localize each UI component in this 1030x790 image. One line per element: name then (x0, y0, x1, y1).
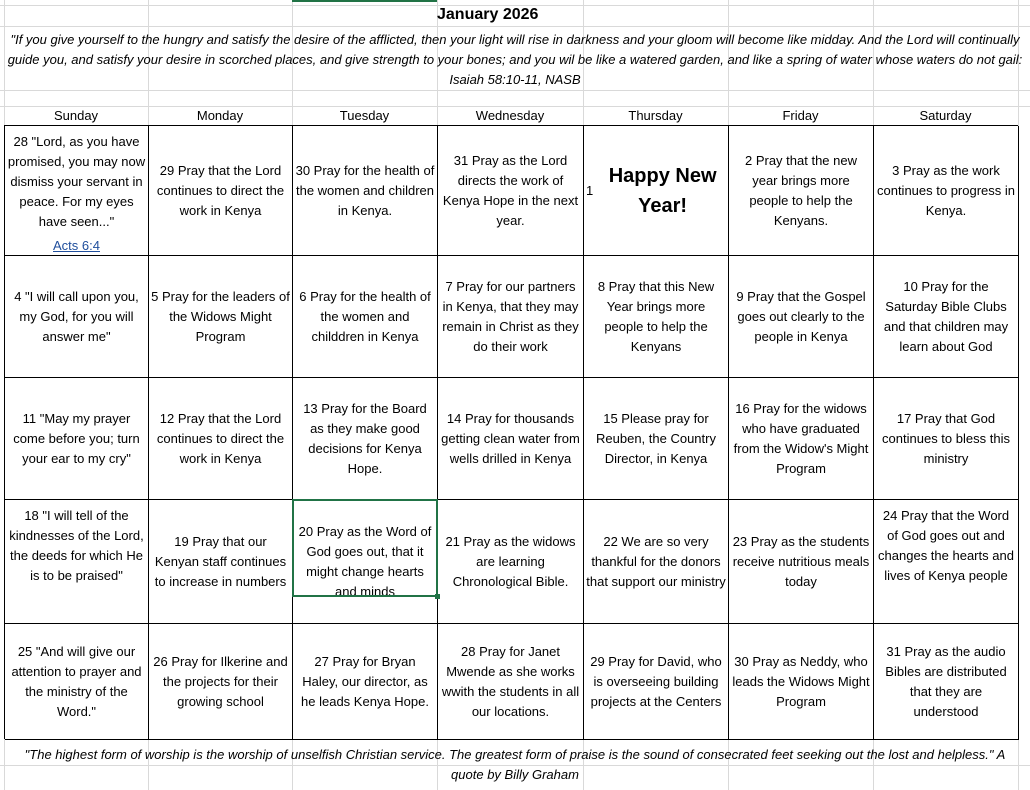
calendar-cell[interactable] (729, 256, 874, 378)
calendar-cell[interactable] (584, 378, 729, 500)
day-header-wednesday: Wednesday (475, 108, 545, 123)
cell-text: 16 Pray for the widows who have graduated from the Widow's Might Program (733, 400, 869, 476)
cell-text: 11 "May my prayer come before you; turn your ear to my cry" (13, 410, 140, 466)
calendar-cell-new-year[interactable] (584, 126, 729, 256)
scripture-link[interactable]: Acts 6:4 (53, 238, 100, 253)
cell-text: 28 "Lord, as you have promised, you may now dismiss your servant in peace. For my eyes have seen..." (7, 134, 146, 229)
cell-text: 7 Pray for our partners in Kenya, that they may remain in Christ as they do their work (442, 278, 579, 354)
cell-text: 24 Pray that the Word of God goes out and changes the hearts and lives of Kenya people (878, 508, 1014, 583)
calendar-cell[interactable] (293, 624, 438, 740)
calendar-cell[interactable] (584, 500, 729, 624)
cell-text: 30 Pray as Neddy, who leads the Widows Might Program (732, 653, 870, 709)
cell-text: 31 Pray as the Lord directs the work of Kenya Hope in the next year. (442, 152, 579, 228)
calendar-cell[interactable] (5, 126, 149, 256)
cell-text: 18 "I will tell of the kindnesses of the Lord, the deeds for which He is to be praised" (9, 508, 144, 583)
day-header-saturday: Saturday (919, 108, 972, 123)
cell-text: 23 Pray as the students receive nutritious meals today (732, 533, 870, 589)
gridline (0, 26, 1030, 27)
cell-text: 13 Pray for the Board as they make good decisions for Kenya Hope. (303, 400, 427, 476)
calendar-cell[interactable] (438, 378, 584, 500)
calendar-cell[interactable] (149, 256, 293, 378)
happy-new-year-text: Happy New Year! (608, 164, 717, 217)
calendar-cell[interactable] (293, 126, 438, 256)
day-header-thursday: Thursday (628, 108, 683, 123)
cell-text: 4 "I will call upon you, my God, for you will answer me" (14, 288, 139, 344)
calendar-cell[interactable] (874, 126, 1019, 256)
cell-text: 8 Pray that this New Year brings more people to help the Kenyans (597, 278, 715, 354)
cell-text: 26 Pray for Ilkerine and the projects for their growing school (153, 653, 288, 709)
cell-text: 6 Pray for the health of the women and childdren in Kenya (299, 288, 431, 344)
cell-text: 5 Pray for the leaders of the Widows Might Program (151, 288, 290, 344)
footer-quote: "The highest form of worship is the worship of unselfish Christian service. The greatest form of praise is the sound of consecrated feet seeking out the lost and helpless." A quote by Billy Graham (24, 747, 1006, 782)
calendar-cell[interactable] (438, 500, 584, 624)
header-verse: "If you give yourself to the hungry and satisfy the desire of the afflicted, then your light will rise in darkness and your gloom will become like midday. And the Lord will continually guide you, and satisfy your desire in scorched places, and give strength to your bones; and you wil be like a watered garden, and like a spring of water whose waters do not gail: Isaiah 58:10-11, NASB (7, 32, 1023, 87)
fill-handle[interactable] (435, 594, 440, 599)
calendar-title: January 2026 (437, 6, 539, 23)
calendar-cell[interactable] (729, 500, 874, 624)
cell-text: 15 Please pray for Reuben, the Country Director, in Kenya (596, 410, 716, 466)
day-header-monday: Monday (196, 108, 244, 123)
calendar-cell[interactable] (584, 624, 729, 740)
calendar-cell[interactable] (5, 378, 149, 500)
calendar-grid (4, 125, 1018, 739)
cell-text: 25 "And will give our attention to prayer and the ministry of the Word." (11, 643, 142, 719)
day-number: 1 (586, 182, 594, 198)
calendar-cell[interactable] (874, 378, 1019, 500)
cell-text: 10 Pray for the Saturday Bible Clubs and that children may learn about God (883, 278, 1009, 354)
gridline (0, 90, 1030, 91)
calendar-cell[interactable] (584, 256, 729, 378)
active-column-indicator (292, 0, 437, 2)
calendar-cell[interactable] (438, 126, 584, 256)
calendar-cell[interactable] (729, 378, 874, 500)
calendar-cell[interactable] (149, 126, 293, 256)
day-header-friday: Friday (782, 108, 819, 123)
calendar-cell[interactable] (149, 500, 293, 624)
calendar-cell[interactable] (874, 256, 1019, 378)
calendar-cell[interactable] (293, 500, 438, 624)
cell-text: 29 Pray that the Lord continues to direct the work in Kenya (156, 162, 285, 218)
calendar-cell[interactable] (149, 624, 293, 740)
cell-text: 17 Pray that God continues to bless this ministry (882, 410, 1010, 466)
calendar-cell[interactable] (729, 126, 874, 256)
cell-text: 3 Pray as the work continues to progress in Kenya. (876, 162, 1016, 218)
calendar-cell[interactable] (149, 378, 293, 500)
cell-text: 19 Pray that our Kenyan staff continues to increase in numbers (154, 533, 287, 589)
cell-text: 12 Pray that the Lord continues to direct the work in Kenya (156, 410, 285, 466)
day-header-tuesday: Tuesday (339, 108, 390, 123)
cell-text: 28 Pray for Janet Mwende as she works wwith the students in all our locations. (441, 643, 580, 719)
cell-text: 21 Pray as the widows are learning Chronological Bible. (445, 533, 576, 589)
calendar-cell[interactable] (729, 624, 874, 740)
cell-text: 29 Pray for David, who is overseeing building projects at the Centers (590, 653, 722, 709)
cell-text: 31 Pray as the audio Bibles are distributed that they are understood (885, 643, 1007, 719)
calendar-cell[interactable] (5, 624, 149, 740)
calendar-cell[interactable] (5, 256, 149, 378)
calendar-cell[interactable] (293, 256, 438, 378)
cell-text: 30 Pray for the health of the women and children in Kenya. (295, 162, 435, 218)
calendar-cell[interactable] (874, 624, 1019, 740)
cell-text: 9 Pray that the Gospel goes out clearly to the people in Kenya (736, 288, 866, 344)
cell-text: 2 Pray that the new year brings more people to help the Kenyans. (744, 152, 857, 228)
calendar-cell[interactable] (438, 256, 584, 378)
cell-text: 20 Pray as the Word of God goes out, that it might change hearts and minds (298, 523, 432, 599)
calendar-cell[interactable] (293, 378, 438, 500)
calendar-cell[interactable] (5, 500, 149, 624)
calendar-cell[interactable] (438, 624, 584, 740)
day-header-sunday: Sunday (53, 108, 99, 123)
cell-text: 22 We are so very thankful for the donors that support our ministry (586, 533, 726, 589)
calendar-cell[interactable] (874, 500, 1019, 624)
cell-text: 14 Pray for thousands getting clean water from wells drilled in Kenya (441, 410, 580, 466)
cell-text: 27 Pray for Bryan Haley, our director, as he leads Kenya Hope. (301, 653, 429, 709)
